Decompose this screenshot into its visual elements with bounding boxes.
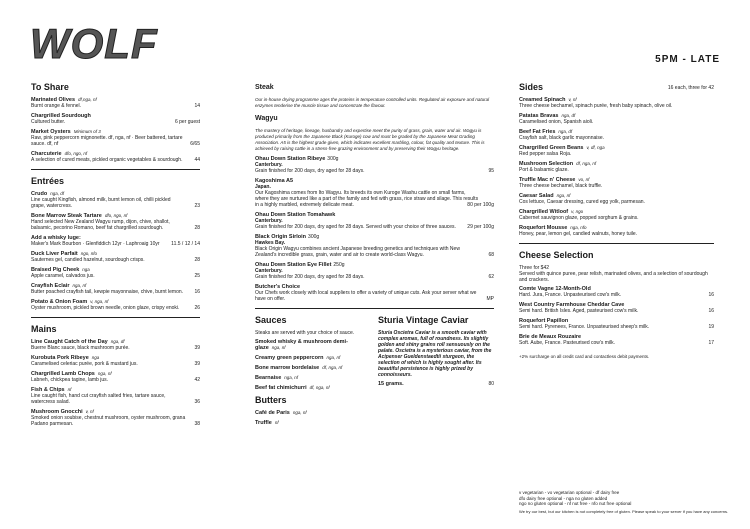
item-name: Market Oysters [31,129,71,135]
menu-item [519,145,714,157]
item-price: 14 [194,103,200,109]
item-name: Potato & Onion Foam [31,299,88,305]
menu-item [255,420,370,426]
dietary-tags: v, nf [568,97,577,102]
item-price: 36 [194,399,200,405]
item-title-line [255,375,356,381]
item-description: Hand selected New Zealand Wagyu rump, dijon, chive, shallot, balsamic, pecorino Romano, beef fat chargrilled sourdough. [31,219,170,231]
dietary-tags: df, nga, nf [309,385,330,390]
menu-item [31,113,200,125]
legend-line: ngo no gluten optional - nf nut free - nfo nut free optional [519,501,632,506]
item-price: 16 [194,289,200,295]
dietary-tags: v, ngo [571,209,584,214]
item-description: A selection of cured meats, pickled organic vegetables & sourdough. [31,157,183,163]
menu-item [31,387,200,405]
legend-line: dfo dairy free optional - nga no gluten added [519,495,608,501]
menu-item [31,151,200,163]
menu-item [255,339,370,351]
item-name: Line Caught Catch of the Day [31,339,108,345]
menu-item [519,193,714,205]
steak-list [255,156,494,302]
item-description: Line caught Kingfish, almond milk, burnt lemon oil, chilli pickled grape, watercress. [31,197,171,209]
item-description: Cabernet sauvignon glaze, popped sorghum & grains. [519,215,639,221]
mains-list [31,339,200,427]
item-description: Black Origin Wagyu combines ancient Japanese breeding genetics and techniques with New Zealand's incredible grass, grain, water and air to create world-class Wagyu. [255,246,460,258]
item-price: 16 [708,308,714,314]
item-description: Grain finished for 200 days, dry aged for 28 days. Served with your choice of three sauces. [255,224,456,230]
menu-item [519,302,714,314]
legend-line: v vegetarian - vo vegetarian optional - df dairy free [519,490,620,495]
sauces-intro: Steaks are served with your choice of sauce. [255,330,355,336]
item-price: 28 [194,257,200,263]
item-origin: Hawkes Bay. [255,240,286,246]
dietary-tags: ngo, nfo [80,251,98,256]
column-middle [255,82,494,430]
item-name: Beef Fat Fries [519,129,556,135]
item-description: Three cheese bechamel, spinach purée, fresh baby spinach, olive oil. [519,103,673,109]
menu-item [31,129,200,147]
menu-item [519,209,714,221]
cheese-heading: Cheese Selection [519,250,594,260]
item-description: Buerre Blanc sauce, black mushroom purée. [31,345,130,351]
dietary-tags: df, nga, nf [576,161,597,166]
sauces-list [255,339,370,391]
caviar-size: 15 grams. [378,381,404,387]
item-description: Soft. Aube, France. Pasteurised cow's milk. [519,340,615,346]
item-name: Truffle Mac n' Cheese [519,177,576,183]
item-origin: Canterbury. [255,162,283,168]
menu-item [255,365,370,371]
dietary-tags: nga, df [50,191,64,196]
dietary-tags: nga [82,267,90,272]
menu-item [31,235,200,247]
menu-item [31,339,200,351]
item-name: Creamy green peppercorn [255,355,324,361]
menu-item [31,283,200,295]
dietary-tags: nga, nf [326,355,341,360]
wagyu-heading: Wagyu [255,115,278,122]
item-name: Bone Marrow Steak Tartare [31,213,102,219]
item-name: Mushroom Selection [519,161,574,167]
menu-item [519,334,714,346]
dietary-tags: dfo, ngo, nf [64,151,88,156]
item-description: Crayfish salt, black garlic mayonnaise. [519,135,605,141]
item-name: Creamed Spinach [519,97,566,103]
menu-item [31,251,200,263]
wolf-logo: WOLF [30,20,158,67]
item-name: Patatas Bravas [519,113,559,119]
item-description: Caramelised onion, Spanish aioli. [519,119,594,125]
item-price: 6/65 [190,141,200,147]
dietary-tags: nga, nf [72,283,87,288]
item-title-line [255,355,356,361]
sauces-heading: Sauces [255,315,287,325]
menu-item [255,385,370,391]
item-origin: Canterbury. [255,218,283,224]
to-share-heading: To Share [31,82,69,92]
item-name: Duck Liver Parfait [31,251,78,257]
item-name: Roquefort Papillon [519,318,569,324]
caviar-desc: Sturia Oscietra Caviar is a smooth caviar with complex aromas, full of roundness. Its slightly golden and shiny grains roll sensuously on the palate. Oscietra is a mysterious caviar, from the Acipenser Gueldenstaedtii sturgeon, the selection of which is highly sought after. Its beautiful persistence is highly prized by connoisseurs. [378,330,492,378]
item-price: 80 per 100g [467,202,494,208]
wagyu-intro: The mastery of heritage, lineage, husbandry and expertise meet the purity of grass, grain, water and air. Wagyu is produced primarily from the Japanese Black (Kuroge) cow and must be graded by the Japanese Meat Grading Association. A5 is the highest grade given, which indicates excellent marbling, colour, fat quality and texture. This is achieved by raising cattle in a stress-free grazing environment and by preserving their Wagyu heritage. [255,128,485,151]
mains-heading: Mains [31,324,57,334]
item-price: 44 [194,157,200,163]
item-name: Kurobuta Pork Ribeye [31,355,89,361]
item-name: Chargrilled Sourdough [31,113,91,119]
menu-item [519,286,714,298]
dietary-tags: nf [67,387,72,392]
item-description: Honey, pear, lemon gel, candied walnuts, honey tuile. [519,231,638,237]
item-name: Chargrilled Lamb Chops [31,371,95,377]
menu-item [519,177,714,189]
cheese-list [519,286,714,346]
item-description: Hard. Jura, France. Unpasteurised cow's milk. [519,292,622,298]
item-price: 38 [194,421,200,427]
dietary-tags: nga [91,355,100,360]
item-description: Grain finished for 200 days, dry aged for 28 days. [255,274,365,280]
dietary-tags: v, df, nga [586,145,605,150]
item-price: 95 [488,168,494,174]
column-right [519,82,714,360]
divider [31,317,200,318]
item-description: Red pepper salsa Roja. [519,151,572,157]
menu-item [255,234,494,258]
dietary-tags: df,nga, nf [78,97,97,102]
menu-item [255,178,494,208]
dietary-tags: nga, nfo [570,225,587,230]
item-title-line [255,339,356,351]
item-description: Our Chefs work closely with local suppliers to offer a variety of unique cuts. Ask your server what we have on offer. [255,290,477,302]
item-description: Three cheese bechamel, black truffle. [519,183,603,189]
item-description: Raw, pink peppercorn mignonette. df, nga, nf · Beer battered, tartare sauce. df, nf [31,135,183,147]
divider [31,169,200,170]
item-name: Ohau Down Station Eye Fillet [255,262,332,268]
dietary-tags: nga, df [561,113,576,118]
item-description: Apple caramel, calvados jus. [31,273,95,279]
item-price: 25 [194,273,200,279]
item-title-line [255,410,356,416]
item-description: Port & balsamic glaze. [519,167,569,173]
dietary-tags: df, nga, nf [322,365,343,370]
item-description: Labneh, chickpea tagine, lamb jus. [31,377,108,383]
menu-item [31,213,200,231]
dietary-tags: dfo, ngo, nf [104,213,128,218]
menu-item [255,212,494,230]
item-description: Semi hard. British Isles. Aged, pasteurised cow's milk. [519,308,639,314]
sides-heading: Sides [519,82,544,92]
item-description: Sauternes gel, candied hazelnut, sourdough crisps. [31,257,145,263]
item-origin: Canterbury. [255,268,283,274]
column-left [31,82,200,431]
caviar-size-row [378,381,494,387]
dietary-tags: nf [274,420,279,425]
item-name: Roquefort Mousse [519,225,568,231]
item-weight: 300g [327,156,339,162]
dietary-tags: vo, nf [578,177,590,182]
item-price: 68 [488,252,494,258]
butters-list [255,410,370,426]
to-share-list [31,97,200,163]
cheese-intro: Served with quince puree, pear relish, marinated olives, and a selection of sourdough and crackers. [519,271,708,283]
menu-item [255,410,370,416]
item-title-line [255,385,356,391]
menu-item [255,262,494,280]
menu-item [519,129,714,141]
item-price: 16 [708,292,714,298]
item-price: 26 [194,305,200,311]
item-title-line [255,420,356,426]
item-name: Kagoshima A5 [255,178,294,184]
item-price: MP [486,296,494,302]
item-price: 11.5 / 12 / 14 [171,241,200,247]
item-weight: 250g [333,262,345,268]
steak-heading: Steak [255,84,274,91]
item-name: Ohau Down Station Ribeye [255,156,326,162]
item-name: Fish & Chips [31,387,65,393]
item-name: Braised Pig Cheek [31,267,80,273]
sides-list [519,97,714,237]
dietary-tags: v, nf [85,409,94,414]
menu-item [255,156,494,174]
dietary-tags: Minimum of 3 [73,129,101,134]
butters-heading: Butters [255,395,287,405]
item-name: West Country Farmhouse Cheddar Cave [519,302,625,308]
item-price: 23 [194,203,200,209]
caviar-price: 80 [488,381,494,387]
item-price: 62 [488,274,494,280]
sides-price-note: 16 each, three for 42 [667,85,714,91]
menu-item [255,284,494,302]
menu-item [255,355,370,361]
item-price: 42 [194,377,200,383]
item-description: Maker's Mark Bourbon · Glenfiddich 12yr · Laphroaig 10yr [31,241,160,247]
item-description: Cos lettuce, Caesar dressing, cured egg yolk, parmesan. [519,199,645,205]
item-price: 28 [194,225,200,231]
item-name: Smoked whisky & mushroom demi-glaze [255,339,348,351]
item-name: Marinated Olives [31,97,76,103]
surcharge-note: +2% surcharge on all credit card and contactless debit payments. [519,354,650,359]
item-description: Line caught fish, hand cut crayfish salted fries, tartare sauce, watercress salad. [31,393,166,405]
item-description: Our Kagoshima comes from Ito Wagyu. Its breeds its own Kuroge Washu cattle on small farms, where they are nurtured like a part of the family and fed with grass, rice straw and silage. This results in a highly marbled, extremely delicate meat. [255,190,479,208]
item-name: Mushroom Gnocchi [31,409,83,415]
menu-item [31,299,200,311]
menu-item [31,267,200,279]
item-name: Chargrilled Green Beans [519,145,584,151]
item-name: Truffle [255,420,272,426]
item-name: Black Origin Sirloin [255,234,307,240]
item-description: Smoked onion soubise, chestnut mushroom, oyster mushroom, grana Padano parmesan. [31,415,186,427]
item-price: 39 [194,361,200,367]
item-price: 17 [708,340,714,346]
entrees-heading: Entrées [31,176,65,186]
item-name: Ohau Down Station Tomahawk [255,212,336,218]
caviar-heading: Sturia Vintage Caviar [378,315,469,325]
menu-item [519,113,714,125]
menu-item [519,97,714,109]
item-name: Caesar Salad [519,193,554,199]
item-name: Café de Paris [255,410,290,416]
dietary-tags: v, nga, nf [90,299,109,304]
dietary-tags: nga, nf [97,371,112,376]
item-name: Crudo [31,191,48,197]
divider [519,243,714,244]
cheese-intro-price: Three for $42 [519,265,550,271]
dietary-tags: nga, nf [284,375,299,380]
item-name: Beef fat chimichurri [255,385,307,391]
dietary-tags: nga, nf [556,193,571,198]
item-description: Butter poached crayfish tail, kewpie mayonnaise, chive, burnt lemon. [31,289,184,295]
item-description: Burnt orange & fennel. [31,103,82,109]
dietary-tags: nga, df [558,129,573,134]
menu-item [519,225,714,237]
divider [255,308,494,309]
item-price: 29 per 100g [467,224,494,230]
opening-hours: 5PM - LATE [655,54,720,65]
item-name: Comte Vagne 12-Month-Old [519,286,591,292]
item-origin: Japan. [255,184,271,190]
steak-intro: Our in-house drying programme ages the proteins in temperature controlled units. Regulated air exposure and natural enzymes tenderise the muscle tissue and concentrate the flavour. [255,97,490,108]
dietary-tags: nga, nf [271,345,286,350]
item-description: Oyster mushroom, pickled brown needle, onion glaze, crispy enoki. [31,305,180,311]
menu-item [519,318,714,330]
item-weight: 300g [308,234,320,240]
item-price: 19 [708,324,714,330]
menu-item [31,371,200,383]
item-description: Semi hard. Pyrenees, France. Unpasteurised sheep's milk. [519,324,650,330]
item-name: Butcher's Choice [255,284,301,290]
menu-item [31,355,200,367]
menu-item [519,161,714,173]
item-description: Cultured butter. [31,119,66,125]
item-name: Add a whisky luge: [31,235,81,241]
legend-note: We try our best, but our kitchen is not completely free of gluten. Please speak to your server if you have any concerns. [519,508,729,514]
menu-item [31,97,200,109]
dietary-legend [519,490,729,514]
dietary-tags: nga, nf [292,410,307,415]
item-name: Bone marrow bordelaise [255,365,320,371]
entrees-list [31,191,200,311]
item-price: 39 [194,345,200,351]
menu-item [31,409,200,427]
item-description: Caramelised celeriac purée, pork & mustard jus. [31,361,138,367]
item-price: 6 per guest [174,119,200,125]
item-description: Grain finished for 200 days, dry aged for 28 days. [255,168,365,174]
item-name: Crayfish Eclair [31,283,70,289]
item-title-line [255,365,356,371]
item-name: Charcuterie [31,151,62,157]
dietary-tags: nga, df [110,339,125,344]
item-name: Bearnaise [255,375,282,381]
menu-item [31,191,200,209]
menu-item [255,375,370,381]
item-name: Chargrilled Witloof [519,209,569,215]
item-name: Brie de Meaux Rouzaire [519,334,582,340]
